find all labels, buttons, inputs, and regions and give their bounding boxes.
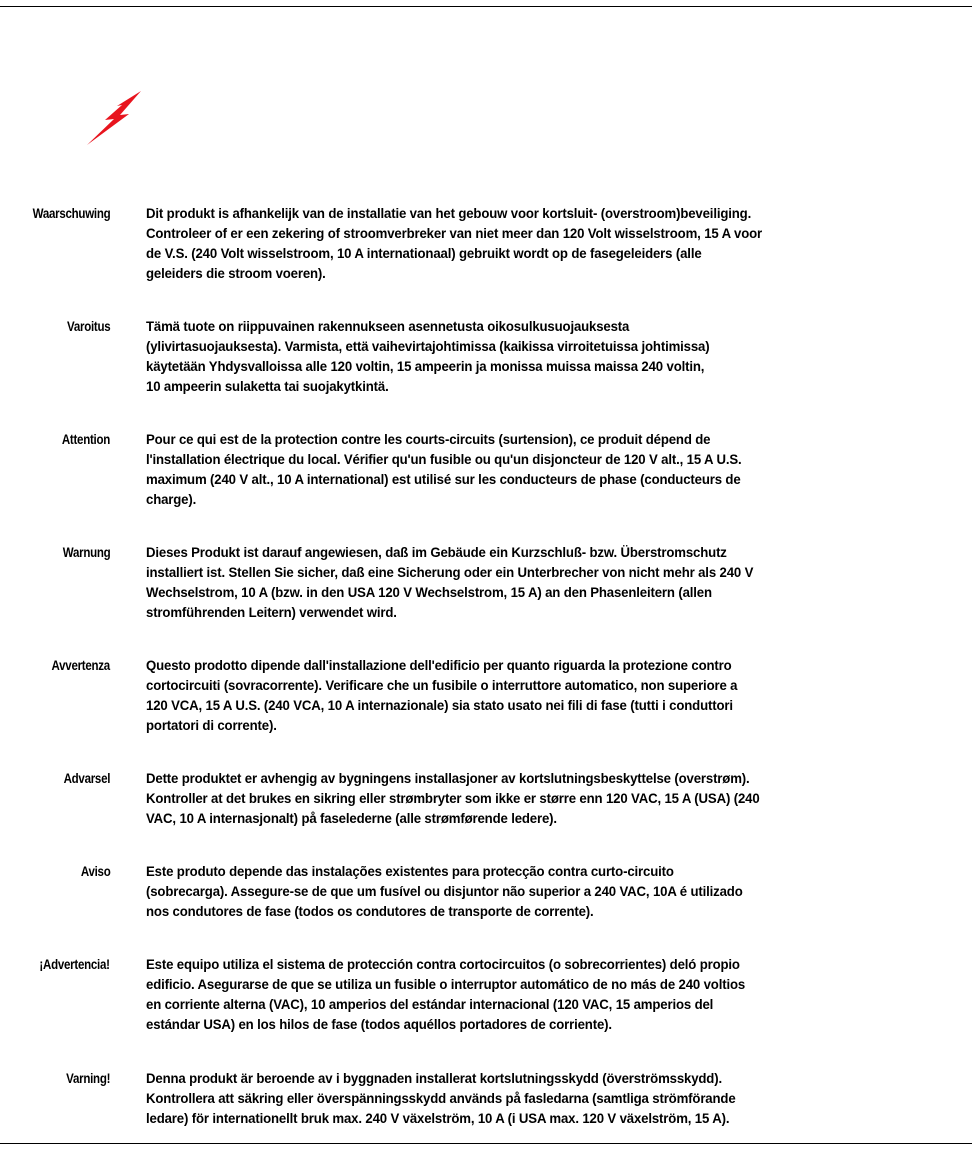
warning-text-line: Tämä tuote on riippuvainen rakennukseen asennetusta oikosulkusuojauksesta (146, 319, 630, 334)
warning-text-line: Este produto depende das instalações existentes para protecção contra curto-circuito (146, 864, 674, 879)
warning-label: Waarschuwing (32, 206, 110, 221)
warning-text-line: en corriente alterna (VAC), 10 amperios del estándar internacional (120 VAC, 15 amperios del (146, 997, 714, 1012)
warning-text-line: estándar USA) en los hilos de fase (todos aquéllos portadores de corriente). (146, 1017, 612, 1032)
warning-label: Varning! (65, 1071, 110, 1086)
warning-label: ¡Advertencia! (39, 957, 110, 972)
warning-text-line: (sobrecarga). Assegure-se de que um fusível ou disjuntor não superior a 240 VAC, 10A é utilizado (146, 884, 743, 899)
warning-label: Advarsel (63, 771, 110, 786)
warning-text (146, 1069, 972, 1129)
warning-text (146, 543, 972, 623)
warning-text-line: maximum (240 V alt., 10 A international) est utilisé sur les conducteurs de phase (conducteurs de (146, 472, 741, 487)
top-divider (0, 6, 972, 7)
warning-label: Aviso (80, 864, 110, 879)
warning-text-line: Kontroller at det brukes en sikring eller strømbryter som ikke er større enn 120 VAC, 15 A (USA) (240 (146, 791, 760, 806)
warning-text-line: stromführenden Leitern) verwendet wird. (146, 605, 397, 620)
warning-text-line: Denna produkt är beroende av i byggnaden installerat kortslutningsskydd (överströmsskydd). (146, 1071, 722, 1086)
warning-text (146, 317, 972, 397)
warning-text-line: käytetään Yhdysvalloissa alle 120 voltin, 15 ampeerin ja monissa muissa maissa 240 voltin, (146, 359, 705, 374)
warning-text (146, 862, 972, 922)
bottom-divider (0, 1143, 972, 1144)
warning-text (146, 769, 972, 829)
warning-text-line: cortocircuiti (sovracorrente). Verificare che un fusibile o interruttore automatico, non superiore a (146, 678, 738, 693)
warning-text-line: Controleer of er een zekering of stroomverbreker van niet meer dan 120 Volt wisselstroom, 15 A voor (146, 226, 763, 241)
warning-text (146, 955, 972, 1035)
warning-text-line: 10 ampeerin sulaketta tai suojakytkintä. (146, 379, 389, 394)
warning-label: Warnung (62, 545, 110, 560)
warning-text-line: edificio. Asegurarse de que se utiliza un fusible o interruptor automático de no más de 240 voltios (146, 977, 746, 992)
warning-text (146, 430, 972, 510)
lightning-bolt-icon (84, 91, 144, 145)
warning-text (146, 204, 972, 284)
warning-text-line: portatori di corrente). (146, 718, 277, 733)
warning-text-line: Wechselstrom, 10 A (bzw. in den USA 120 V Wechselstrom, 15 A) an den Phasenleitern (allen (146, 585, 712, 600)
warning-text-line: Dette produktet er avhengig av bygningens installasjoner av kortslutningsbeskyttelse (overstrøm). (146, 771, 750, 786)
warning-text-line: Kontrollera att säkring eller överspänningsskydd används på fasledarna (samtliga strömförande (146, 1091, 736, 1106)
warning-text-line: (ylivirtasuojauksesta). Varmista, että vaihevirtajohtimissa (kaikissa virroitetuissa johtimissa) (146, 339, 710, 354)
warning-text-line: Este equipo utiliza el sistema de protección contra cortocircuitos (o sobrecorrientes) deló propio (146, 957, 740, 972)
warning-label: Attention (61, 432, 110, 447)
warning-label: Avvertenza (51, 658, 110, 673)
warning-text-line: Pour ce qui est de la protection contre les courts-circuits (surtension), ce produit dépend de (146, 432, 711, 447)
warning-text-line: ledare) för internationellt bruk max. 240 V växelström, 10 A (i USA max. 120 V växelström, 15 A). (146, 1111, 730, 1126)
warning-text-line: geleiders die stroom voeren). (146, 266, 326, 281)
warning-text-line: VAC, 10 A internasjonalt) på faselederne (alle strømførende ledere). (146, 811, 557, 826)
warning-text-line: charge). (146, 492, 197, 507)
warning-label: Varoitus (66, 319, 110, 334)
warning-text-line: de V.S. (240 Volt wisselstroom, 10 A internationaal) gebruikt wordt op de fasegeleiders (alle (146, 246, 702, 261)
warning-text-line: Dieses Produkt ist darauf angewiesen, daß im Gebäude ein Kurzschluß- bzw. Überstromschutz (146, 545, 727, 560)
warning-text-line: installiert ist. Stellen Sie sicher, daß eine Sicherung oder ein Unterbrecher von nicht mehr als 240 V (146, 565, 754, 580)
warning-text-line: Dit produkt is afhankelijk van de installatie van het gebouw voor kortsluit- (overstroom)beveiliging. (146, 206, 752, 221)
warning-text-line: Questo prodotto dipende dall'installazione dell'edificio per quanto riguarda la protezione contro (146, 658, 732, 673)
warning-text-line: l'installation électrique du local. Vérifier qu'un fusible ou qu'un disjoncteur de 120 V alt., 15 A U.S. (146, 452, 742, 467)
warning-text-line: nos condutores de fase (todos os condutores de transporte de corrente). (146, 904, 594, 919)
warning-text-line: 120 VCA, 15 A U.S. (240 VCA, 10 A internazionale) sia stato usato nei fili di fase (tutti i conduttori (146, 698, 733, 713)
warning-text (146, 656, 972, 736)
